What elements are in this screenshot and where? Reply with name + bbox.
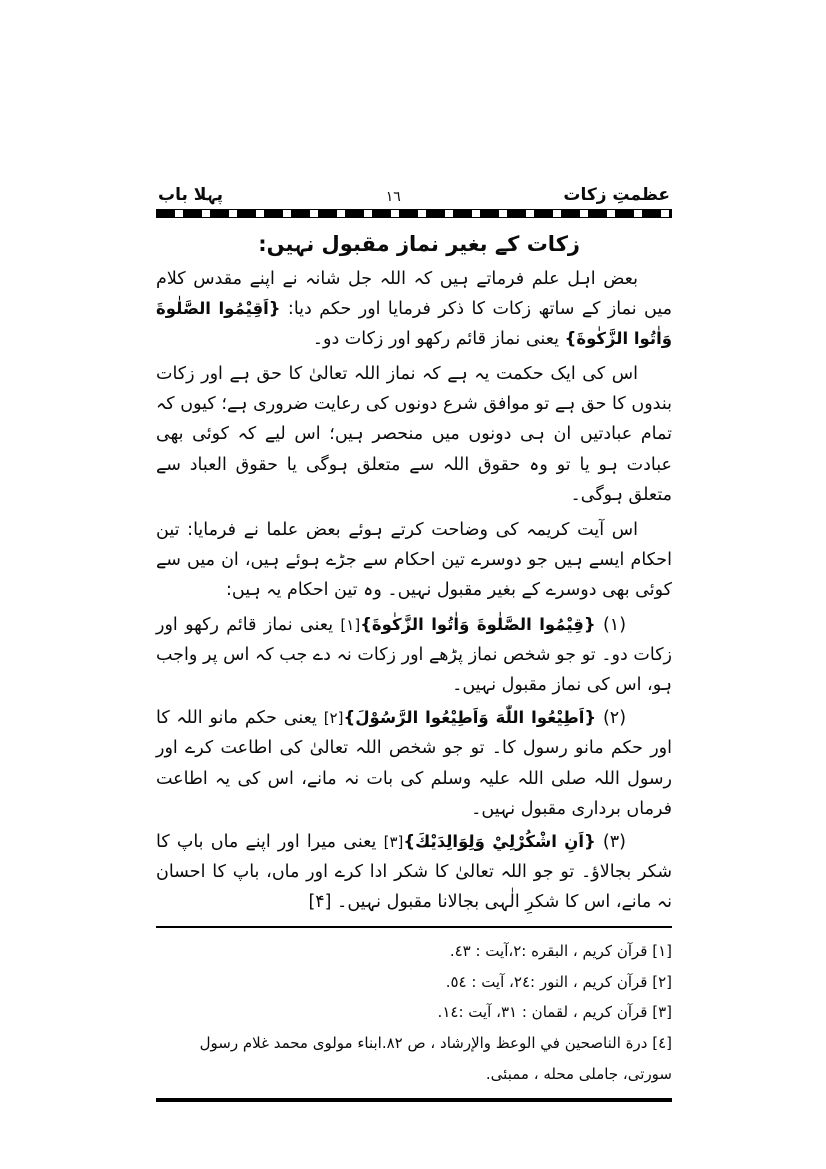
paragraph-wisdom: اس کی ایک حکمت یہ ہے کہ نماز اللہ تعالیٰ کا حق ہے اور زکات بندوں کا حق ہے تو موافق شرع دونوں کی رعایت ضروری ہے؛ کیوں کہ تمام عبادتیں ان ہی دونوں میں منحصر ہیں؛ اس لیے کہ کوئی بھی عبادت ہو یا تو وہ حقوق اللہ سے متعلق ہوگی یا حقوق العباد سے متعلق ہوگی۔ [156, 364, 672, 505]
footnote-2: [٢] قرآن كريم ، النور :٢٤، آيت : ٥٤. [445, 972, 672, 991]
quran-verse-intro: {اَقِيْمُوا الصَّلٰوةَ وَاٰتُوا الزَّكٰوةَ} [156, 299, 672, 349]
paragraph-intro-translation: یعنی نماز قائم رکھو اور زکات دو۔ [312, 329, 565, 350]
footnote-ref-1: [۱] [340, 616, 361, 635]
numbered-item-1 [156, 610, 672, 700]
header-chapter-label: پہلا باب [158, 185, 224, 205]
footnote-ref-3: [۳] [383, 832, 404, 851]
item-2-number: (۲) [596, 708, 627, 729]
quran-verse-3: {اَنِ اشْكُرْلِيْ وَلِوَالِدَيْكَ} [403, 831, 596, 851]
footnote-3: [٣] قرآن كريم ، لقمان : ٣١، آيت :١٤. [437, 1003, 672, 1022]
footnote-4: [٤] درة الناصحين في الوعظ والإرشاد ، ص ٨٢.ابناء مولوى محمد غلام رسول سورتى، جاملى محله ، ممبئى. [199, 1034, 672, 1083]
item-3-number: (۳) [595, 831, 626, 852]
numbered-item-2 [156, 703, 672, 823]
page-number: ١٦ [385, 188, 401, 205]
header-dashed-rule [156, 209, 672, 218]
quran-verse-1: {قِيْمُوا الصَّلٰوةَ وَاٰتُوا الزَّكٰوةَ} [360, 615, 596, 635]
paragraph-explanation: اس آیت کریمہ کی وضاحت کرتے ہوئے بعض علما نے فرمایا: تین احکام ایسے ہیں جو دوسرے تین احکام سے جڑے ہوئے ہیں، ان میں سے کوئی بھی دوسرے کے بغیر مقبول نہیں۔ وہ تین احکام یہ ہیں: [156, 519, 672, 600]
running-header [156, 184, 672, 205]
paragraph-intro-text: بعض اہل علم فرماتے ہیں کہ اللہ جل شانہ نے اپنے مقدس کلام میں نماز کے ساتھ زکات کا ذکر فرمایا اور حکم دیا: [156, 269, 672, 320]
quran-verse-2: {اَطِيْعُوا اللّٰهَ وَاَطِيْعُوا الرَّسُوْلَ} [343, 708, 597, 728]
footnote-1: [١] قرآن كريم ، البقره :٢،آيت : ٤٣. [449, 941, 672, 960]
paragraph-intro [156, 264, 672, 354]
page-bottom-rule [156, 1098, 672, 1102]
book-page [156, 184, 672, 1102]
header-book-title: عظمتِ زکات [563, 185, 670, 205]
item-1-text: یعنی نماز قائم رکھو اور زکات دو۔ تو جو شخص نماز پڑھے اور زکات نہ دے جب کہ اس پر واجب ہو، اس کی نماز مقبول نہیں۔ [156, 615, 672, 696]
footnote-ref-2: [۲] [323, 709, 344, 728]
item-2-text: یعنی حکم مانو اللہ کا اور حکم مانو رسول کا۔ تو جو شخص اللہ تعالیٰ کی اطاعت کرے اور رسول اللہ صلی اللہ علیہ وسلم کی بات نہ مانے، اس کی یہ اطاعت فرماں برداری مقبول نہیں۔ [156, 708, 672, 819]
footnotes-section [156, 928, 672, 1090]
numbered-item-3 [156, 827, 672, 917]
section-heading: زکات کے بغیر نماز مقبول نہیں: [258, 232, 580, 256]
item-1-number: (۱) [595, 615, 627, 636]
item-3-text: یعنی میرا اور اپنے ماں باپ کا شکر بجالاؤ۔ تو جو اللہ تعالیٰ کا شکر ادا کرے اور ماں، باپ کا احسان نہ مانے، اس کا شکرِ الٰہی بجالانا مقبول نہیں۔ [۴] [156, 831, 672, 912]
